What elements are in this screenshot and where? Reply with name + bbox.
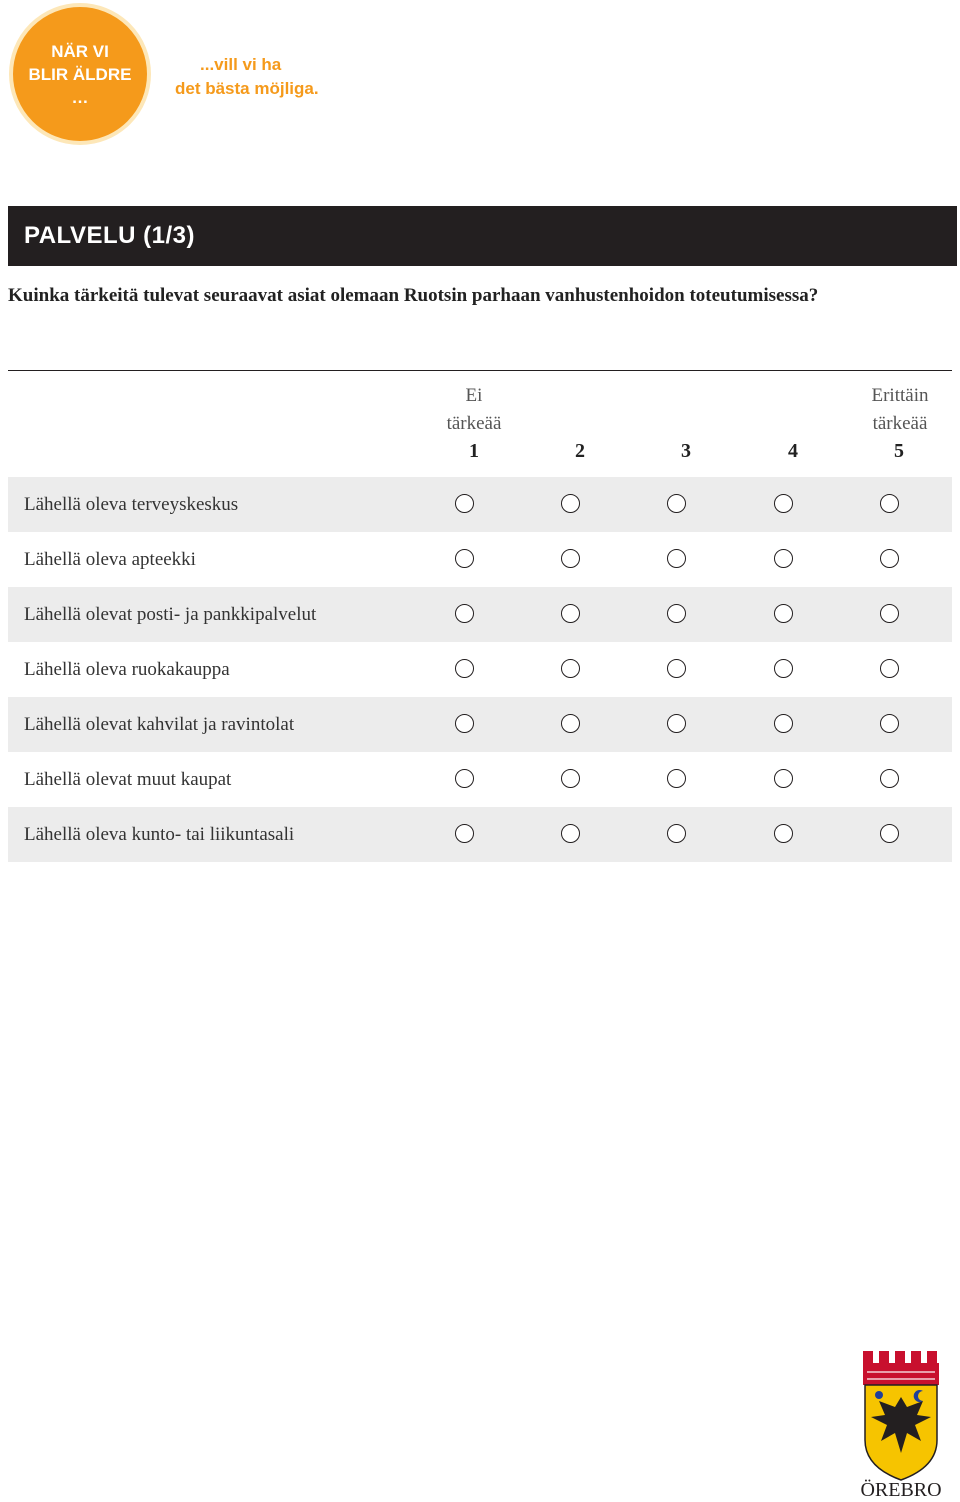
survey-item-label: Lähellä oleva apteekki xyxy=(24,549,196,570)
rating-radio-5[interactable] xyxy=(880,494,899,513)
rating-radio-5[interactable] xyxy=(880,769,899,788)
rating-radio-3[interactable] xyxy=(667,659,686,678)
rating-radio-2[interactable] xyxy=(561,604,580,623)
scale-number-3: 3 xyxy=(681,440,691,462)
tagline xyxy=(175,53,319,101)
survey-item-row xyxy=(8,587,952,642)
section-title: PALVELU (1/3) xyxy=(8,206,957,266)
scale-high-label xyxy=(850,382,950,438)
scale-number-2: 2 xyxy=(575,440,585,462)
survey-item-row xyxy=(8,532,952,587)
rating-radio-1[interactable] xyxy=(455,769,474,788)
rating-radio-2[interactable] xyxy=(561,494,580,513)
rating-radio-1[interactable] xyxy=(455,549,474,568)
rating-radio-2[interactable] xyxy=(561,549,580,568)
survey-item-row xyxy=(8,477,952,532)
rating-radio-2[interactable] xyxy=(561,824,580,843)
scale-high-label-line-1: Erittäin xyxy=(871,385,929,406)
rating-radio-5[interactable] xyxy=(880,714,899,733)
logo-line-1: NÄR VI xyxy=(51,41,109,61)
rating-radio-5[interactable] xyxy=(880,549,899,568)
survey-item-label: Lähellä oleva terveyskeskus xyxy=(24,494,239,515)
survey-item-label: Lähellä olevat kahvilat ja ravintolat xyxy=(24,714,295,735)
rating-radio-5[interactable] xyxy=(880,824,899,843)
scale-number-5: 5 xyxy=(894,440,904,462)
rating-radio-2[interactable] xyxy=(561,659,580,678)
footer-logo-text: ÖREBRO xyxy=(860,1479,942,1500)
crest-battlement-icon xyxy=(863,1351,939,1385)
survey-item-label: Lähellä olevat muut kaupat xyxy=(24,769,232,790)
logo-line-2: BLIR ÄLDRE xyxy=(28,64,132,84)
tagline-line-2: det bästa möjliga. xyxy=(175,79,319,98)
rating-radio-1[interactable] xyxy=(455,659,474,678)
rating-radio-2[interactable] xyxy=(561,769,580,788)
scale-low-label xyxy=(424,382,524,438)
rating-radio-2[interactable] xyxy=(561,714,580,733)
rating-radio-3[interactable] xyxy=(667,549,686,568)
rating-radio-4[interactable] xyxy=(774,549,793,568)
logo-line-3: … xyxy=(71,87,89,107)
rating-radio-3[interactable] xyxy=(667,604,686,623)
orebro-crest-logo xyxy=(851,1345,951,1500)
scale-low-label-line-2: tärkeää xyxy=(446,413,502,434)
rating-radio-1[interactable] xyxy=(455,714,474,733)
rating-radio-4[interactable] xyxy=(774,824,793,843)
scale-low-label-line-1: Ei xyxy=(465,385,483,406)
rating-radio-5[interactable] xyxy=(880,604,899,623)
rating-radio-4[interactable] xyxy=(774,604,793,623)
rating-radio-1[interactable] xyxy=(455,604,474,623)
survey-item-row xyxy=(8,642,952,697)
nar-vi-blir-aldre-logo xyxy=(9,3,151,145)
survey-item-row xyxy=(8,697,952,752)
rating-radio-3[interactable] xyxy=(667,714,686,733)
survey-item-label: Lähellä olevat posti- ja pankkipalvelut xyxy=(24,604,317,625)
rating-radio-1[interactable] xyxy=(455,494,474,513)
rating-radio-4[interactable] xyxy=(774,769,793,788)
rating-radio-5[interactable] xyxy=(880,659,899,678)
rating-radio-4[interactable] xyxy=(774,494,793,513)
survey-item-row xyxy=(8,752,952,807)
survey-item-row xyxy=(8,807,952,862)
rating-radio-3[interactable] xyxy=(667,769,686,788)
rating-radio-3[interactable] xyxy=(667,824,686,843)
survey-item-label: Lähellä oleva kunto- tai liikuntasali xyxy=(24,824,295,845)
scale-high-label-line-2: tärkeää xyxy=(872,413,928,434)
scale-number-4: 4 xyxy=(788,440,798,462)
rating-radio-1[interactable] xyxy=(455,824,474,843)
rating-radio-4[interactable] xyxy=(774,714,793,733)
question-text: Kuinka tärkeitä tulevat seuraavat asiat olemaan Ruotsin parhaan vanhustenhoidon toteutumisessa? xyxy=(8,285,819,306)
tagline-line-1: ...vill vi ha xyxy=(200,55,282,74)
scale-number-1: 1 xyxy=(469,440,479,462)
rating-radio-4[interactable] xyxy=(774,659,793,678)
header-divider xyxy=(8,370,952,371)
survey-item-label: Lähellä oleva ruokakauppa xyxy=(24,659,230,680)
rating-radio-3[interactable] xyxy=(667,494,686,513)
